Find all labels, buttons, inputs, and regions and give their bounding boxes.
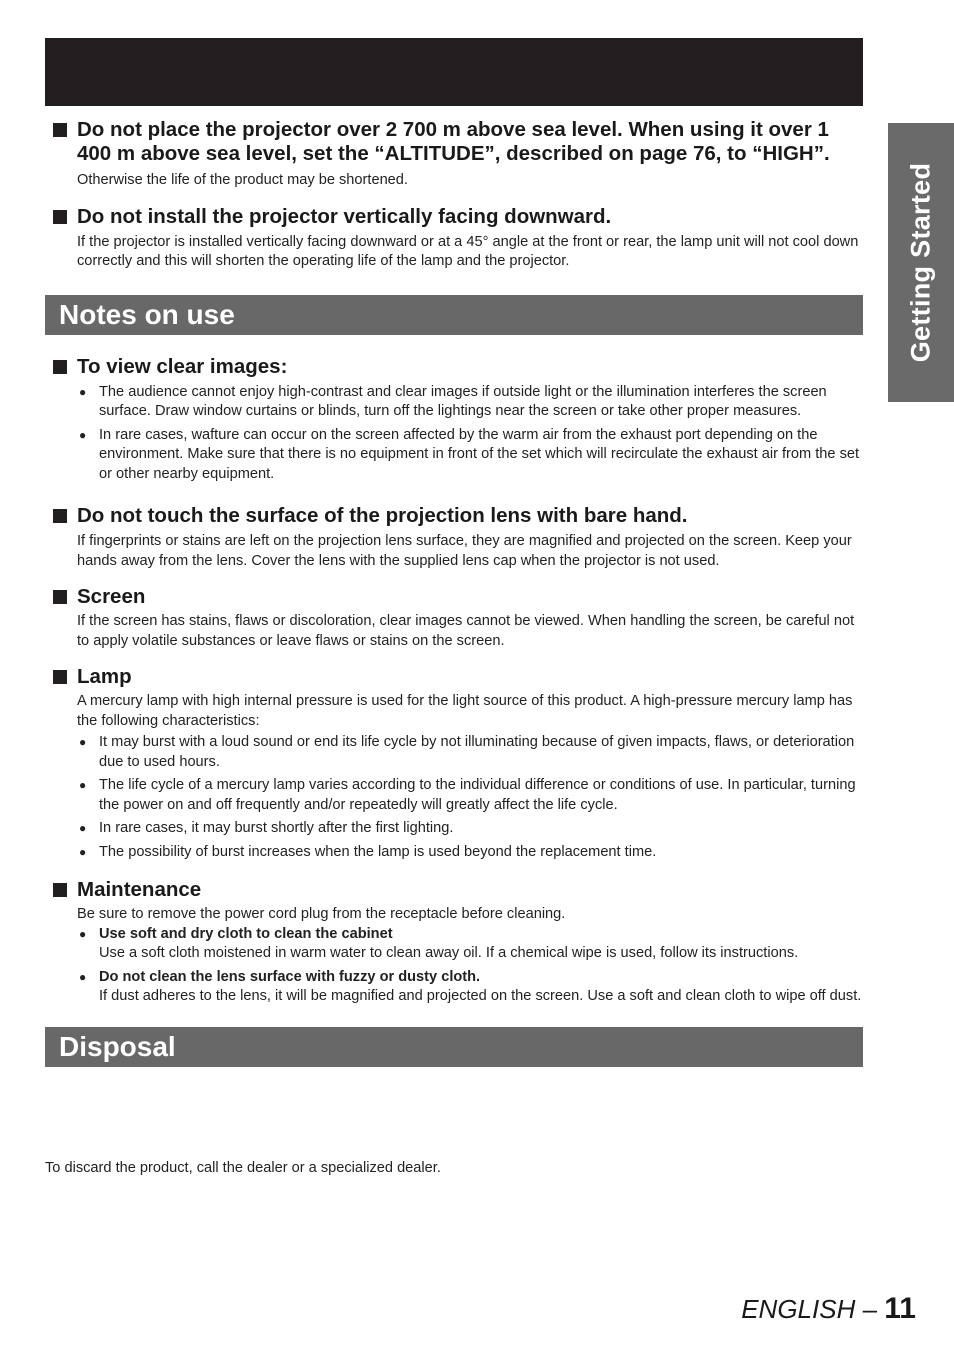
maintenance-item-title: Do not clean the lens surface with fuzzy or dusty cloth. [99,968,481,985]
screen-heading: Screen [45,585,863,609]
list-item: ● The life cycle of a mercury lamp varies according to the individual difference or conditions of use. In particular, turning the power on and off frequently and/or repeatedly will greatly affect the life cycle. [79,777,856,813]
lamp-body: A mercury lamp with high internal pressure is used for the light source of this product. A high-pressure mercury lamp has the following characteristics: [77,693,853,729]
warning-vertical-body: If the projector is installed vertically facing downward or at a 45° angle at the front or rear, the lamp unit will not cool down correctly and this will shorten the operating life of the lamp and the projector. [77,233,859,269]
lens-heading: Do not touch the surface of the projection lens with bare hand. [45,504,863,528]
side-tab-label: Getting Started [905,162,936,363]
lamp-list [77,733,863,862]
page-content [45,118,863,1067]
warning-altitude [45,118,863,191]
list-item: ● In rare cases, it may burst shortly after the first lighting. [77,819,863,839]
maintenance-block [45,878,863,1007]
list-item: ● The possibility of burst increases when the lamp is used beyond the replacement time. [77,843,863,863]
maintenance-item-text: If dust adheres to the lens, it will be magnified and projected on the screen. Use a soft and clean cloth to wipe off dust. [99,988,862,1004]
lens-body: If fingerprints or stains are left on the projection lens surface, they are magnified and projected on the screen. Keep your hands away from the lens. Cover the lens with the supplied lens cap when the projector is not used. [77,533,852,569]
list-item [77,968,863,1007]
section-title-disposal: Disposal [45,1027,863,1067]
bullet-dot-icon: ● [79,821,87,835]
clear-images-heading: To view clear images: [45,355,863,379]
lens-block [45,504,863,571]
footer-language: ENGLISH – [741,1294,878,1324]
list-item: ● It may burst with a loud sound or end its life cycle by not illuminating because of given impacts, flaws, or deterioration due to used hours. [79,734,855,770]
bullet-dot-icon: ● [79,384,87,399]
square-bullet-icon [53,670,67,684]
maintenance-heading: Maintenance [45,878,863,902]
bullet-dot-icon: ● [79,969,87,984]
maintenance-body: Be sure to remove the power cord plug from the receptacle before cleaning. [77,906,566,922]
maintenance-item-text: Use a soft cloth moistened in warm water to clean away oil. If a chemical wipe is used, follow its instructions. [99,945,799,961]
side-tab-getting-started[interactable] [888,123,954,402]
bullet-dot-icon: ● [79,778,87,792]
bullet-dot-icon: ● [79,926,87,941]
bullet-dot-icon: ● [79,844,87,859]
square-bullet-icon [53,360,67,374]
screen-block [45,585,863,651]
bullet-dot-icon: ● [79,427,87,442]
square-bullet-icon [53,509,67,523]
list-item: ● In rare cases, wafture can occur on the screen affected by the warm air from the exhaust port depending on the environment. Make sure that there is no equipment in front of the set which will recirculate the exhaust air from the set or other nearby equipment. [79,426,860,482]
page-footer [741,1292,916,1326]
disposal-body: To discard the product, call the dealer or a specialized dealer. [45,1160,441,1176]
maintenance-item-title: Use soft and dry cloth to clean the cabinet [99,925,393,942]
clear-images-block [45,355,863,485]
list-item: ● The audience cannot enjoy high-contrast and clear images if outside light or the illumination interferes the screen surface. Draw window curtains or blinds, turn off the lightings near the screen or take other proper measures. [79,383,827,419]
page-number: 11 [884,1292,916,1325]
warning-vertical-heading: Do not install the projector vertically facing downward. [45,205,863,229]
lamp-heading: Lamp [45,665,863,689]
warning-altitude-heading: Do not place the projector over 2 700 m above sea level. When using it over 1 400 m above sea level, set the “ALTITUDE”, described on page 76, to “HIGH”. [45,118,863,166]
screen-body: If the screen has stains, flaws or discoloration, clear images cannot be viewed. When handling the screen, be careful not to apply volatile substances or leave flaws or stains on the screen. [77,613,855,649]
square-bullet-icon [53,883,67,897]
warning-vertical [45,205,863,272]
clear-images-list [77,383,863,485]
header-bar [45,38,863,106]
bullet-dot-icon: ● [79,735,87,749]
section-title-notes-on-use: Notes on use [45,295,863,335]
square-bullet-icon [53,123,67,137]
maintenance-list [77,925,863,1007]
square-bullet-icon [53,210,67,224]
lamp-block [45,665,863,862]
warning-altitude-body: Otherwise the life of the product may be shortened. [77,172,408,188]
square-bullet-icon [53,590,67,604]
list-item [77,925,863,964]
